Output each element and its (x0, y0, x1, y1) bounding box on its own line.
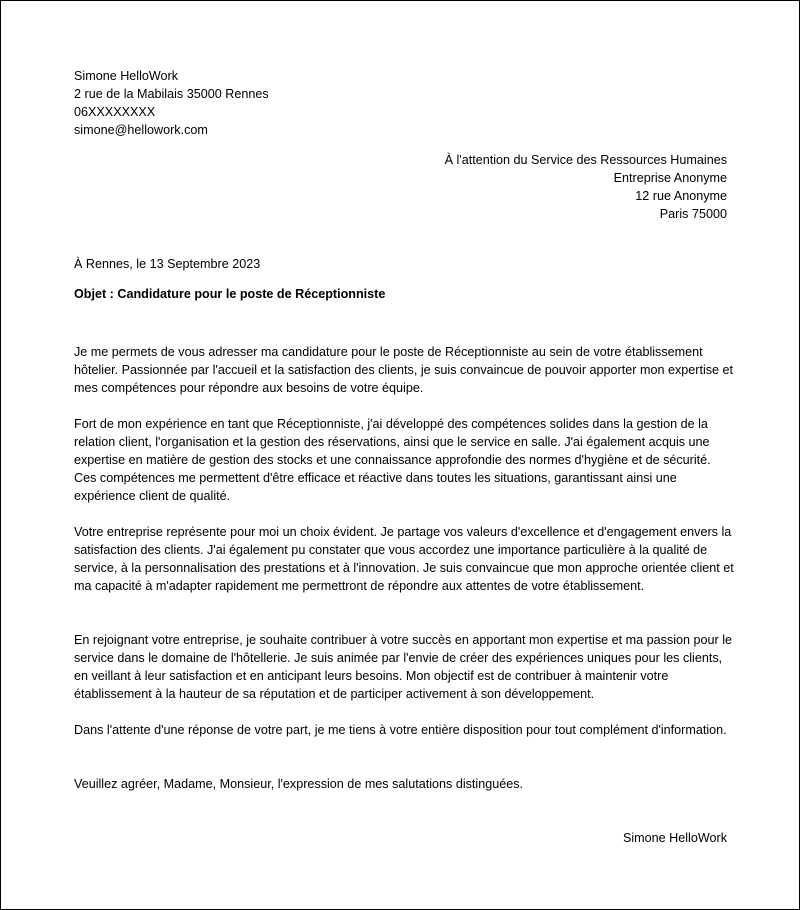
sender-name: Simone HelloWork (74, 69, 179, 83)
signature: Simone HelloWork (622, 831, 727, 845)
closing-paragraph: Veuillez agréer, Madame, Monsieur, l'expression de mes salutations distinguées. (74, 777, 524, 791)
recipient-street: 12 rue Anonyme (635, 189, 727, 203)
body-paragraph: Je me permets de vous adresser ma candidature pour le poste de Réceptionniste au sein de votre établissement hôtelier. Passionnée par l'accueil et la satisfaction des clients, je suis convaincue de pouvoir apporter mon expertise et mes compétences pour répondre aux besoins de votre équipe. (74, 345, 734, 395)
sender-email: simone@hellowork.com (74, 123, 208, 137)
body-paragraph: Dans l'attente d'une réponse de votre part, je me tiens à votre entière disposition pour tout complément d'information. (74, 723, 727, 737)
subject-line: Objet : Candidature pour le poste de Réceptionniste (74, 287, 386, 301)
body-paragraph: Fort de mon expérience en tant que Réceptionniste, j'ai développé des compétences solides dans la gestion de la relation client, l'organisation et la gestion des réservations, ainsi que le service en salle. J'ai également acquis une expertise en matière de gestion des stocks et une connaissance approfondie des normes d'hygiène et de sécurité. Ces compétences me permettent d'être efficace et réactive dans toutes les situations, garantissant ainsi une expérience client de qualité. (74, 417, 711, 503)
body-paragraph: En rejoignant votre entreprise, je souhaite contribuer à votre succès en apportant mon expertise et ma passion pour le service dans le domaine de l'hôtellerie. Je suis animée par l'envie de créer des expériences uniques pour les clients, en veillant à leur satisfaction et en anticipant leurs besoins. Mon objectif est de contribuer à maintenir votre établissement à la hauteur de sa réputation et de participer activement à son développement. (74, 633, 733, 701)
sender-phone: 06XXXXXXXX (74, 105, 156, 119)
recipient-attention: À l'attention du Service des Ressources Humaines (444, 153, 727, 167)
date-line: À Rennes, le 13 Septembre 2023 (74, 257, 261, 271)
recipient-company: Entreprise Anonyme (613, 171, 727, 185)
body-paragraph: Votre entreprise représente pour moi un choix évident. Je partage vos valeurs d'excellence et d'engagement envers la satisfaction des clients. J'ai également pu constater que vous accordez une importance particulière à la qualité de service, à la personnalisation des prestations et à l'innovation. Je suis convaincue que mon approche orientée client et ma capacité à m'adapter rapidement me permettront de répondre aux attentes de votre établissement. (74, 525, 734, 593)
sender-address: 2 rue de la Mabilais 35000 Rennes (74, 87, 269, 101)
recipient-city: Paris 75000 (659, 207, 727, 221)
